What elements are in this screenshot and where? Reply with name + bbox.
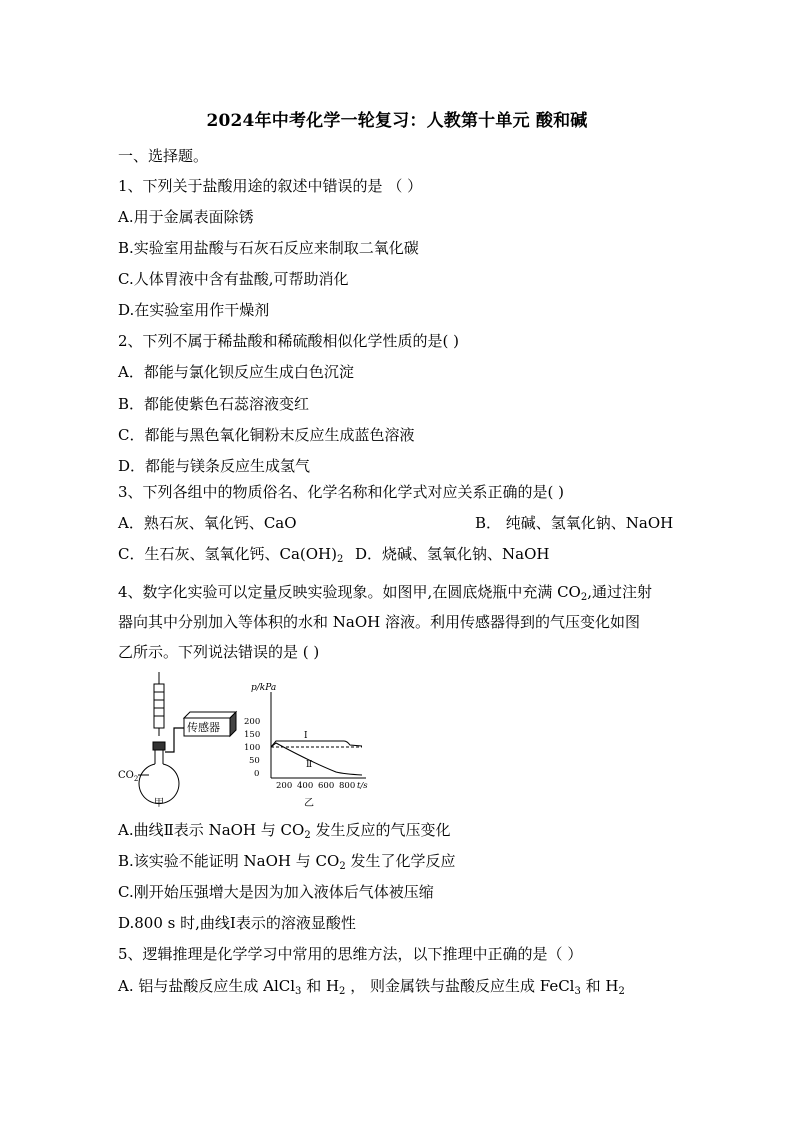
x-tick-600: 600 <box>318 781 335 791</box>
q4-stem-line3: 乙所示。下列说法错误的是 ( ) <box>118 643 320 661</box>
q1-option-b: B.实验室用盐酸与石灰石反应来制取二氧化碳 <box>118 239 419 257</box>
q1-option-c: C.人体胃液中含有盐酸,可帮助消化 <box>118 270 349 288</box>
y-tick-50: 50 <box>249 756 260 766</box>
flask-icon <box>139 742 179 804</box>
q1-option-a: A.用于金属表面除锈 <box>118 208 254 226</box>
syringe-icon <box>154 672 164 736</box>
co2-label: $CO_2$ <box>118 770 139 783</box>
q5-stem: 5、逻辑推理是化学学习中常用的思维方法，以下推理中正确的是（ ） <box>118 945 583 963</box>
x-axis-label: t/s <box>357 781 368 791</box>
q3-stem: 3、下列各组中的物质俗名、化学名称和化学式对应关系正确的是( ) <box>118 483 565 501</box>
section-heading: 一、选择题。 <box>118 147 209 165</box>
q2-option-c: C．都能与黑色氧化铜粉末反应生成蓝色溶液 <box>118 426 415 444</box>
connecting-tube <box>165 728 184 752</box>
y-tick-150: 150 <box>244 730 261 740</box>
experiment-figure <box>116 670 386 812</box>
curve-1-label: Ⅰ <box>304 731 308 741</box>
q4-option-b: B.该实验不能证明 NaOH 与 $CO_2$ 发生了化学反应 <box>118 852 456 872</box>
q1-option-d: D.在实验室用作干燥剂 <box>118 301 270 319</box>
q1-stem: 1、下列关于盐酸用途的叙述中错误的是 （ ） <box>118 177 423 195</box>
q3-row-cd <box>118 544 550 570</box>
q3-option-d: D．烧碱、氢氧化钠、NaOH <box>355 545 550 563</box>
x-tick-200: 200 <box>276 781 293 791</box>
y-axis-label: p/kPa <box>251 683 277 693</box>
sensor-label: 传感器 <box>187 721 220 734</box>
q4-stem-line1: 4、数字化实验可以定量反映实验现象。如图甲,在圆底烧瓶中充满 $CO_2$,通过注射 <box>118 583 653 603</box>
q3-row-ab <box>118 513 674 533</box>
q4-option-c: C.刚开始压强增大是因为加入液体后气体被压缩 <box>118 883 434 901</box>
x-tick-400: 400 <box>297 781 314 791</box>
curve-2 <box>271 743 362 775</box>
q5-option-a: A. 铝与盐酸反应生成 AlCl$_3$ 和 $H_2$ ， 则金属铁与盐酸反应生成 FeCl$_3$ 和 $H_2$ <box>118 977 625 997</box>
q4-option-a: A.曲线Ⅱ表示 NaOH 与 $CO_2$ 发生反应的气压变化 <box>118 821 451 841</box>
q4-option-d: D.800 s 时,曲线Ⅰ表示的溶液显酸性 <box>118 914 356 932</box>
y-tick-0: 0 <box>254 769 260 779</box>
q2-option-d: D．都能与镁条反应生成氢气 <box>118 457 311 475</box>
q2-stem: 2、下列不属于稀盐酸和稀硫酸相似化学性质的是( ) <box>118 332 460 350</box>
curve-1 <box>271 741 362 747</box>
figure-yi-label: 乙 <box>304 798 314 809</box>
curve-2-label: Ⅱ <box>306 760 313 770</box>
y-tick-200: 200 <box>244 717 261 727</box>
q3-option-c: C．生石灰、氢氧化钙、$Ca(OH)_2$ <box>118 545 344 565</box>
x-tick-800: 800 <box>339 781 356 791</box>
y-tick-100: 100 <box>244 743 261 753</box>
figure-jia-label: 甲 <box>154 798 164 809</box>
q3-option-a: A．熟石灰、氧化钙、CaO <box>118 514 297 532</box>
q2-option-b: B．都能使紫色石蕊溶液变红 <box>118 395 310 413</box>
sensor-box <box>184 712 236 736</box>
q4-stem-line2: 器向其中分别加入等体积的水和 NaOH 溶液。利用传感器得到的气压变化如图 <box>118 613 640 631</box>
page-title: 2024年中考化学一轮复习：人教第十单元 酸和碱 <box>206 111 588 131</box>
q2-option-a: A．都能与氯化钡反应生成白色沉淀 <box>118 363 354 381</box>
q3-option-b: B． 纯碱、氢氧化钠、NaOH <box>475 514 674 532</box>
